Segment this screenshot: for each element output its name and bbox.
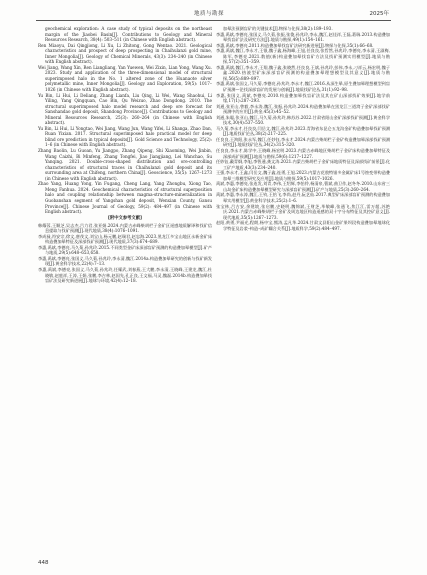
appendix-heading: [附中文参考文献]: [107, 216, 142, 222]
journal-name: 地质与勘探: [194, 11, 225, 17]
reference-entry: 马久菊,李永才,任良良,闫岳文,魏江,孙兆玲.2023.青海省东昆仑五龙沟金矿构造叠加晕找矿预测[J].地质找矿论丛,38(2):217–225.: [216, 125, 390, 137]
reference-entry: 任良良,王洵阳,张永军,魏江,任妙钰,李永才.2024.内蒙古柴胡栏子金矿构造叠加晕深部找矿预测研究[J].地质找矿论丛,34(2):315–320.: [216, 136, 390, 148]
reference-entry: 刘通,朱聪,张亚山,魏江,马久菊,孙兆玲,韩苏苏.2022.甘肃省阳山金矿深部找矿预测[J].黄金科学技术,30(4):537–550.: [216, 114, 390, 126]
reference-entry: 李惠,禹斌,魏江,李永才,王翔,魏子鑫,张晓然,任良良,王斌,孙兆玲,彭伟,李永,刁祥云,杨宏明,魏子鑫.2020.热液型矿床深部盲矿预测的构造叠加晕理想模型及其意义[J].地质与勘探,56(5):889–897.: [216, 64, 390, 81]
reference-entry: 禹斌,李惠,李德亮,张连发,刘青,李伟,王绍辉,李怡伶,杨清泉,曹斌,曲卫作,赵冬冬.2010.山东省三山岛金矿床构造叠加晕模型研究与深部盲矿预测[J].矿产与地质,25(3):260–264.: [216, 181, 390, 192]
reference-entry: 王强,李永才,王鑫,闫岳文,魏子鑫,连勇,王旭.2023.内蒙古花敖特银多金属矿床1号蚀变带构造叠加晕三维模型研究及应用[J].地质与勘探,59(5):1017–1026.: [216, 170, 390, 181]
reference-entry: Yu Bin, Li Hui, Li Yongtao, Wei Jiang, Wang Jun, Wang Yifei, Li Shanga, Zhao Dan, Ruan Yixian. 2017. Structural superimposed halo practical model for deep blind ore prediction in typical deposits[J]. Gold Science and Technology, 25(2): 1–6 (in Chinese with English abstract).: [38, 125, 212, 148]
reference-entry: Zhang Baolin, Lu Guoan, Yu Jiangpo, Zhang Qipeng, Shi Xiaoming, Wei Jinbin, Wang Caizhi, Bi Minfeng, Zhang Tongfei, Jiao Jiangjiang, Lei Wanchao, Su Yanqing. 2021. Double-cross-shaped distribution and ore-controlling characteristics of structural traces in Chaihulanzi gold deposit and its surrounding area at Chifeng, northern China[J]. Geoscience, 35(5): 1267–1273 (in Chinese with English abstract).: [38, 148, 212, 181]
reference-entry: 李惠,禹斌,李德亮,张国义,马久菊,孙兆玲,李永清,魏江.2014a.构造叠加晕研究的创新与找矿新发现[J].黄金科学技术,22(4):7–13.: [38, 255, 212, 267]
reference-entry: 李惠,张国义,禹斌,李德亮.2010.构造叠加晕找盲矿法及其在矿山深部找矿效果[J].地学前缘,17(1):287–293.: [216, 92, 390, 104]
reference-entry: 刘通,张亚山,曾毅,李永涛,魏江,张振,孙兆玲.2024.构造叠加晕在黑龙江三道湾子金矿深部找矿预测中的应用[J].黄金,45(3):45–52.: [216, 103, 390, 115]
reference-entry: 李惠,禹斌,李德亮.2011.构造叠加晕找盲矿法研究新进展[J].物探与化探,35(1):66–68.: [216, 42, 374, 48]
reference-list-chinese-continued: [216, 26, 390, 231]
reference-entry: Zhao Yang, Huang Yong, Yin Fugang, Cheng Lang, Yang Zhongbu, Xiong Tao, Meng Fanhua. 2024. Geochemical characteristics of structural superposition halo and coupling relationship between magma-structure-mineralization in Guobanshan segment of Yangshan gold deposit, Wenxian County, Gansu Province[J]. Chinese Journal of Geology, 59(2): 484–497 (in Chinese with English abstract).: [38, 181, 212, 215]
reference-entry: Wei Jiang, Wang Xin, Ren Liangliang, Yan Yuewen, Wei Zixin, Lian Yong, Wang Xu. 2023. Study and application of the three-dimensional model of structural superimposed halo in the No. 1 altered zone of the Huanaote silver polymetallic mine, Inner Mongolia[J]. Geology and Exploration, 59(5): 1017–1026 (in Chinese with English abstract).: [38, 64, 212, 93]
reference-entry: 李惠,禹斌,张国义,马久菊,李德亮,孙兆玲,李永才,魏江.2016.从深生晕,原生叠加晕理想模型到盲矿预测—论找深部盲矿的发展与创新[J].地质找矿论丛,31(1):92–98.: [216, 81, 390, 93]
reference-list-english: [38, 26, 212, 215]
reference-entry: 李惠,禹斌,李德亮,张国义,马久菊,张振,张俊,孙兆玲,李永,魏江,赵佳祥,王磊,葛瑞.2013.构造叠加晕找盲矿法及研究方法[J].地质与勘探,49(1):154–161.: [216, 31, 390, 43]
left-column: [38, 26, 212, 284]
right-column: [216, 26, 390, 231]
reference-continuation: geochemical exploration: A case study of typical deposits on the northeast margin of the Jiaobei Basin[J]. Contributions to Geology and Mineral Resources Research, 38(4): 503–511 (in Chinese with English abstract).: [45, 26, 212, 43]
reference-entry: 任良良,李永才,陈学中,王晓峰,杨宏明.2023.内蒙古赤峰地区柴胡栏子金矿床构造叠加晕特征及深部成矿预测[J].地质与勘探,59(6):1217–1227.: [216, 148, 390, 159]
header-rule: [36, 20, 391, 21]
reference-entry: 禹斌,李惠,李永涛,魏江,王钧,王怡飞,李尚,赵丹,阮艺仙.2017.典型矿床深部盲矿预测的构造叠加晕实用模型[J].黄金科学技术,25(2):1–6.: [216, 192, 390, 203]
reference-continuation: 加晕法预测盲矿的关键技术[J].物探与化探,38(2):189–193.: [223, 26, 333, 31]
reference-entry: Yu Bin, Li Hui, Li Deliang, Zhang Lianfa, Liu Qing, Li Wei, Wang Shaohui, Li Yiling, Yang Qingquan, Cao Bin, Qu Weizuo, Zhao Dongdong. 2010. The structural superimposed halo model research and deep ore forecast for Sanshandao gold deposit, Shandong Province[J]. Contributions to Geology and Mineral Resources Research, 25(3): 260–264 (in Chinese with English abstract).: [38, 92, 212, 126]
reference-list-chinese: [38, 223, 212, 284]
reference-entry: 韩耀蓉,王顺芝,吴志杰,吕力君,张亚娟.2024.内蒙古赤峰柴胡栏子金矿区遥感地质解译和找矿信息提取与找矿预测[J].现代地质,38(4):1076–1091.: [38, 222, 212, 234]
page-number: 448: [38, 560, 49, 566]
reference-entry: 李惠,禹斌,魏江,李永才,王银,魏子鑫,杨海峰,王旭,任良良,张哲然,孙兆玲,李德亮,李永清,王淑梅,陈军,李德亮.2021.数值(新)构造叠加晕找盲矿方法及找矿预测实用模型[J].地质与勘探,57(2):351–359.: [216, 48, 390, 65]
reference-entry: 李成禄,符安宗,徐文,唐茂文,刘宝山,杨元鹏,赵瑞君,赵忠海.2023.黑龙江多宝山地区永新金矿床构造叠加晕特征及深部找矿预测[J].现代地质,37(3):674–689.: [38, 233, 212, 245]
journal-year: 2025年: [369, 11, 389, 17]
reference-entry: 任妙钰,戴青炯,李旭,李智通,龚文涛.2021.内蒙古柴胡栏子金矿床地质特征及深部找矿前景[J].化工矿产地质,43(3):234–240.: [216, 159, 390, 170]
reference-entry: Ren Miaoyu, Dai Qingjiong, Li Xu, Li Zhitong, Gong Wentao. 2021. Geological characteristics and prospect of deep prospecting in Chaihulanzi gold mine, Inner Mongolia[J]. Geology of Chemical Minerals, 43(3): 234–240 (in Chinese with English abstract).: [38, 42, 212, 65]
reference-entry: 张宝林,吕古安,余建坡,张启鹏,史晓明,魏锦斌,王财芝,毕敏峰,张通飞,焦江江,雷万超,苏艳庆.2021.内蒙古赤峰柴胡栏子金矿及周边地区构造遥感的双十字分布特征及其控矿意义[J].现代地质,35(5):1267–1273.: [216, 203, 390, 220]
reference-entry: 李惠,禹斌,李德亮,张国义,马久菊,孙兆玲,任耀武,刘春燕,王大鹏,李永清,王晓峰,王建龙,魏江,杜晓敏,赵庭祥,王涛,王娟,张鹏,李吉林,赵国先,孔正良,王文福,马灵,魏磊.2014b.构造叠加晕找盲矿法及研究新进展[J].地球与环境,42(4):12–18.: [38, 267, 212, 284]
reference-entry: 赵阳,黄勇,尹福光,程朗,杨中宝,熊涛,孟凡华.2024.甘肃文县阳山金矿果坝段构造叠加晕地球化学特征及岩浆–构造–成矿耦合关系[J].地质科学,59(2):484–497.: [216, 220, 390, 231]
reference-entry: 李惠,禹斌,李德亮,马久菊,孙兆玲.2015.不同类型金矿床深部盲矿预测的构造叠加晕模型[J].矿产与地质,29(5):648–653,658.: [38, 244, 212, 256]
running-header: [0, 0, 427, 22]
